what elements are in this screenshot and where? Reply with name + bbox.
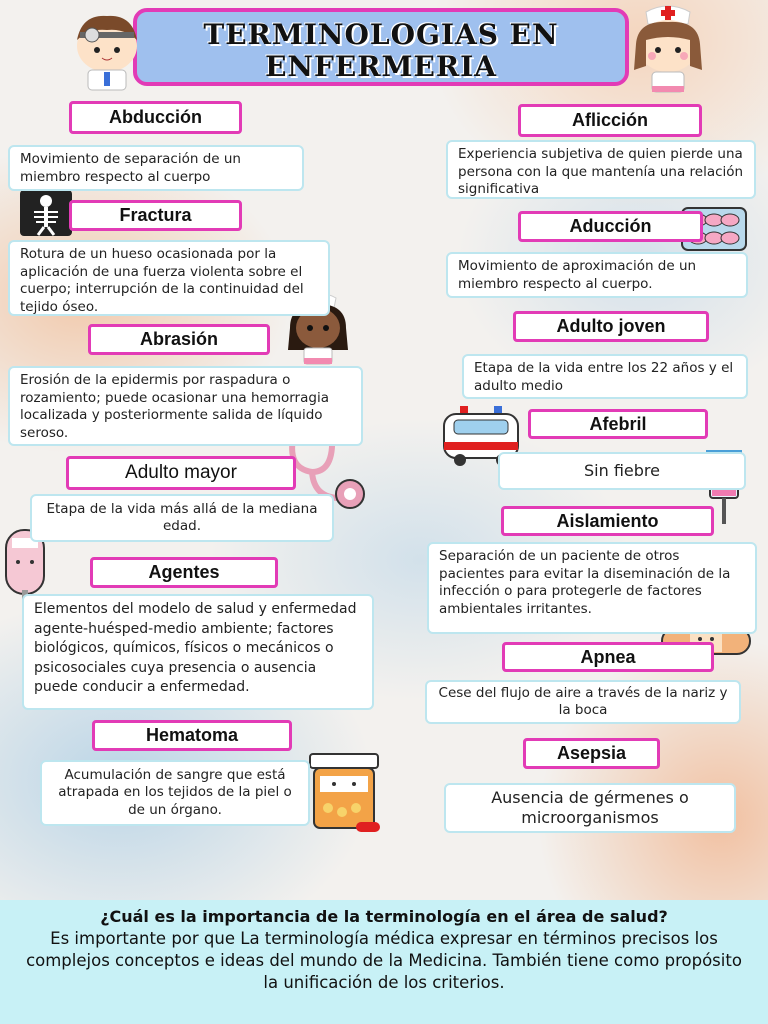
definition-agentes: Elementos del modelo de salud y enfermedad agente-huésped-medio ambiente; factores biológicos, químicos, físicos o mecánicos o psicosociales cuya presencia o ausencia puede conducir a enfermedad.	[22, 594, 374, 710]
definition-apnea: Cese del flujo de aire a través de la nariz y la boca	[425, 680, 741, 724]
definition-adulto-joven: Etapa de la vida entre los 22 años y el adulto medio	[462, 354, 748, 399]
title-line-1: TERMINOLOGIAS EN	[203, 18, 559, 51]
definition-aislamiento: Separación de un paciente de otros pacientes para evitar la diseminación de la infección o para protegerle de factores ambientales irritantes.	[427, 542, 757, 634]
term-afebril: Afebril	[528, 409, 708, 439]
importance-question: ¿Cuál es la importancia de la terminología en el área de salud?	[100, 907, 668, 926]
term-adulto-mayor: Adulto mayor	[66, 456, 296, 490]
definition-adulto-mayor: Etapa de la vida más allá de la mediana edad.	[30, 494, 334, 542]
page-title	[133, 8, 629, 86]
definition-afebril: Sin fiebre	[498, 452, 746, 490]
term-aduccion: Aducción	[518, 211, 703, 242]
definition-abduccion: Movimiento de separación de un miembro respecto al cuerpo	[8, 145, 304, 191]
definition-afliccion: Experiencia subjetiva de quien pierde una persona con la que mantenía una relación significativa	[446, 140, 756, 199]
term-adulto-joven: Adulto joven	[513, 311, 709, 342]
term-fractura: Fractura	[69, 200, 242, 231]
term-afliccion: Aflicción	[518, 104, 702, 137]
term-hematoma: Hematoma	[92, 720, 292, 751]
term-asepsia: Asepsia	[523, 738, 660, 769]
term-agentes: Agentes	[90, 557, 278, 588]
nurse-girl-icon	[618, 0, 718, 96]
importance-section	[0, 900, 768, 1024]
term-abrasion: Abrasión	[88, 324, 270, 355]
xray-skeleton-icon	[18, 188, 74, 238]
title-line-2: ENFERMERIA	[265, 50, 497, 83]
definition-abrasion: Erosión de la epidermis por raspadura o rozamiento; puede ocasionar una hemorragia localizada y posteriormente salida de líquido seroso.	[8, 366, 363, 446]
definition-fractura: Rotura de un hueso ocasionada por la aplicación de una fuerza violenta sobre el cuerpo; interrupción de la continuidad del tejido óseo.	[8, 240, 330, 316]
importance-answer: Es importante por que La terminología médica expresar en términos precisos los complejos conceptos e ideas del mundo de la Medicina. También tiene como propósito la unificación de los criterios.	[26, 929, 742, 992]
term-aislamiento: Aislamiento	[501, 506, 714, 536]
definition-aduccion: Movimiento de aproximación de un miembro respecto al cuerpo.	[446, 252, 748, 298]
pill-bottle-icon	[304, 752, 384, 836]
definition-hematoma: Acumulación de sangre que está atrapada en los tejidos de la piel o de un órgano.	[40, 760, 310, 826]
definition-asepsia: Ausencia de gérmenes o microorganismos	[444, 783, 736, 833]
doctor-boy-icon	[62, 8, 152, 92]
term-apnea: Apnea	[502, 642, 714, 672]
term-abduccion: Abducción	[69, 101, 242, 134]
